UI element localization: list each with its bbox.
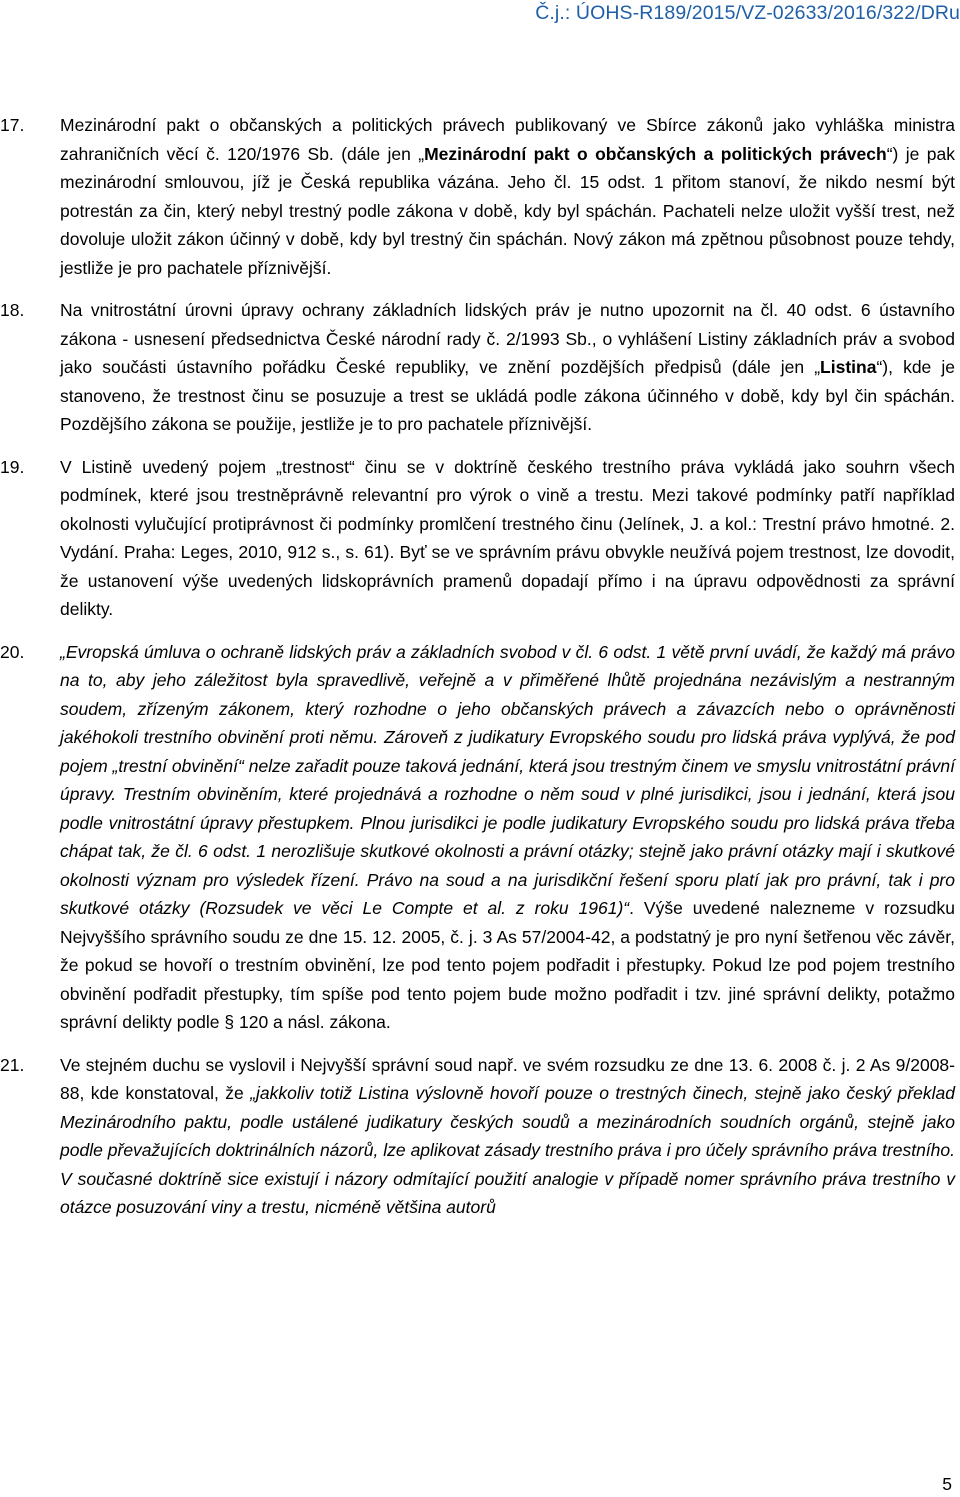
text-run: “), kde je stanoveno, že trestnost činu se posuzuje a trest se ukládá podle zákona účinného v době, kdy byl čin spáchán. Pozdějšího zákona se použije, jestliže je to pro pachatele příznivější.: [60, 357, 956, 434]
paragraph-number: 21.: [0, 1054, 25, 1075]
text-run: Mezinárodní pakt o občanských a politických právech publikovaný ve Sbírce zákonů jako vyhláška ministra zahraničních věcí č. 120/1976 Sb. (dále jen „: [60, 115, 955, 164]
text-run: Ve stejném duchu se vyslovil i Nejvyšší správní soud např. ve svém rozsudku ze dne 13. 6. 2008 č. j. 2 As 9/2008-88, kde konstatoval, že: [60, 1054, 955, 1103]
paragraph-number: 20.: [0, 641, 25, 662]
text-run: “) je pak mezinárodní smlouvou, jíž je Česká republika vázána. Jeho čl. 15 odst. 1 přitom stanoví, že nikdo nesmí být potrestán za čin, který nebyl trestný podle zákona v době, kdy byl spáchán. Pachateli nelze uložit vyšší trest, než dovoluje uložit zákon účinný v době, kdy byl trestný čin spáchán. Nový zákon má zpětnou působnost pouze tehdy, jestliže je pro pachatele příznivější.: [60, 143, 955, 278]
document-body: [0, 111, 955, 1236]
paragraph-number: 19.: [0, 456, 25, 477]
paragraph-text: V Listině uvedený pojem „trestnost“ činu se v doktríně českého trestního práva vykládá jako souhrn všech podmínek, které jsou trestněprávně relevantní pro výrok o vině a trestu. Mezi takové podmínky patří například okolnosti vylučující protiprávnost či podmínky promlčení trestného činu (Jelínek, J. a kol.: Trestní právo hmotné. 2. Vydání. Praha: Leges, 2010, 912 s., s. 61). Byť se ve správním právu obvykle neužívá pojem trestnost, lze dovodit, že ustanovení výše uvedených lidskoprávních pramenů dopadají přímo i na úpravu odpovědnosti za správní delikty.: [60, 456, 955, 619]
paragraph-text: [60, 296, 955, 439]
text-run: . Výše uvedené nalezneme v rozsudku Nejvyššího správního soudu ze dne 15. 12. 2005, č. j. 3 As 57/2004-42, a podstatný je pro nyní šetřenou věc závěr, že pokud se hovoří o trestním obvinění, lze pod tento pojem podřadit i přestupky. Pokud lze pod pojem trestního obvinění podřadit přestupky, tím spíše pod tento pojem bude možno podřadit i tzv. jiné správní delikty, potažmo správní delikty podle § 120 a násl. zákona.: [60, 898, 955, 1032]
page-number: 5: [942, 1474, 952, 1494]
paragraph-text: [60, 111, 955, 282]
paragraph-text: [60, 638, 955, 1037]
case-reference-header: Č.j.: ÚOHS-R189/2015/VZ-02633/2016/322/DRu: [535, 2, 960, 24]
paragraph-19: [0, 453, 955, 624]
paragraph-18: [0, 296, 955, 439]
text-run: Na vnitrostátní úrovni úpravy ochrany základních lidských práv je nutno upozornit na čl. 40 odst. 6 ústavního zákona - usnesení předsednictva České národní rady č. 2/1993 Sb., o vyhlášení Listiny základních práv a svobod jako součásti ústavního pořádku České republiky, ve znění pozdějších předpisů (dále jen „: [60, 300, 955, 377]
paragraph-number: 17.: [0, 115, 25, 135]
paragraph-20: [0, 638, 955, 1037]
quotation: „jakkoliv totiž Listina výslovně hovoří pouze o trestných činech, stejně jako český překlad Mezinárodního paktu, podle ustálené judikatury českých soudů a mezinárodních soudních orgánů, stejně jako podle převažujících doktrinálních názorů, lze aplikovat zásady trestního práva i pro účely správního práva trestního. V současné doktríně sice existují i názory odmítající použití analogie v případě nomer správního práva trestního v otázce posuzování viny a trestu, nicméně většina autorů: [60, 1083, 955, 1217]
quotation: „Evropská úmluva o ochraně lidských práv a základních svobod v čl. 6 odst. 1 větě první uvádí, že každý má právo na to, aby jeho záležitost byla spravedlivě, veřejně a v přiměřené lhůtě projednána nezávislým a nestranným soudem, zřízeným zákonem, který rozhodne o jeho občanských právech a závazcích nebo o oprávněnosti jakéhokoli trestního obvinění proti němu. Zároveň z judikatury Evropského soudu pro lidská práva vyplývá, že pod pojem „trestní obvinění“ nelze zařadit pouze taková jednání, která jsou trestným činem ve smyslu vnitrostátní právní úpravy. Trestním obviněním, které projednává a rozhodne o něm soud v plné jurisdikci, jsou i jednání, která jsou podle vnitrostátní úpravy přestupkem. Plnou jurisdikci je podle judikatury Evropského soudu pro lidská práva třeba chápat tak, že čl. 6 odst. 1 nerozlišuje skutkové okolnosti a právní otázky; stejně jako právní otázky mají i skutkové okolnosti význam pro výsledek řízení. Právo na soud a na jurisdikční řešení sporu platí jak pro právní, tak i pro skutkové otázky (Rozsudek ve věci Le Compte et al. z roku 1961)“: [60, 641, 955, 918]
paragraph-21: [0, 1051, 955, 1222]
defined-term: Listina: [820, 357, 877, 377]
paragraph-17: [0, 111, 955, 282]
paragraph-text: [60, 1051, 955, 1222]
defined-term: Mezinárodní pakt o občanských a politických právech: [424, 143, 887, 164]
paragraph-number: 18.: [0, 300, 25, 320]
